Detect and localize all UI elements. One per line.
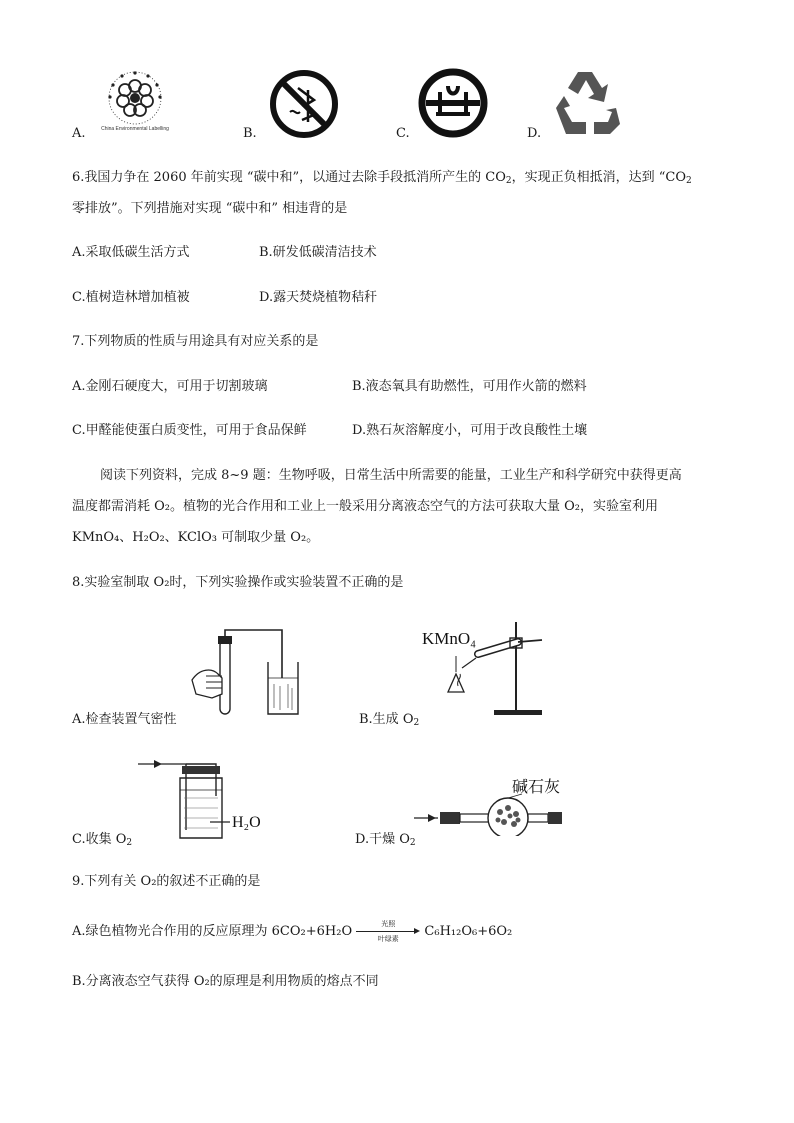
- water-saving-logo-icon: [418, 68, 488, 138]
- q7-option-a: A.金刚石硬度大，可用于切割玻璃: [72, 379, 268, 394]
- kmno4-label: KMnO₄: [422, 629, 477, 648]
- logo-caption: China Environmental Labelling: [101, 126, 169, 132]
- q8-stem: 8.实验室制取 O₂时，下列实验操作或实验装置不正确的是: [72, 575, 404, 590]
- environmental-label-logo: [100, 66, 170, 134]
- option-b-label: B.: [243, 126, 257, 141]
- reading-line2: 温度都需消耗 O₂。植物的光合作用和工业上一般采用分离液态空气的方法可获取大量 O₂，实验室利用: [72, 499, 659, 514]
- airtightness-check-apparatus: [188, 628, 316, 720]
- gas-collecting-bottle-apparatus: [138, 756, 278, 844]
- recycle-icon: [548, 68, 620, 138]
- q8-option-b: B.生成 $O_2$: [359, 712, 420, 728]
- q9-stem: 9.下列有关 O₂的叙述不正确的是: [72, 874, 261, 889]
- option-a-label: A.: [72, 126, 86, 141]
- q6-option-a: A.采取低碳生活方式: [72, 245, 190, 260]
- q7-option-b: B.液态氧具有助燃性，可用作火箭的燃料: [352, 379, 587, 394]
- q6-stem-line2: 零排放”。下列措施对实现 “碳中和” 相违背的是: [72, 201, 348, 216]
- q7-option-c: C.甲醛能使蛋白质变性，可用于食品保鲜: [72, 423, 307, 438]
- no-logging-sign-icon: [268, 68, 340, 140]
- q8-option-c: C.收集 $O_2$: [72, 832, 133, 848]
- q7-stem: 7.下列物质的性质与用途具有对应关系的是: [72, 334, 319, 349]
- q9-option-a: A.绿色植物光合作用的反应原理为 6CO₂+6H₂O 光照 叶绿素 C₆H₁₂O₆+6O₂: [72, 919, 513, 943]
- q6-stem-line1: 6.我国力争在 2060 年前实现 “碳中和”，以通过去除手段抵消所产生的 $CO_2$，实现正负相抵消，达到 “$CO_2$: [72, 170, 692, 186]
- soda-lime-label: 碱石灰: [512, 777, 561, 796]
- q7-option-d: D.熟石灰溶解度小，可用于改良酸性土壤: [352, 423, 588, 438]
- q8-option-a: A.检查装置气密性: [72, 712, 177, 727]
- option-d-label: D.: [527, 126, 542, 141]
- reading-line1: 阅读下列资料，完成 8~9 题：生物呼吸，日常生活中所需要的能量，工业生产和科学研究中获得更高: [100, 468, 682, 483]
- oxygen-generation-apparatus: [422, 616, 562, 720]
- q6-option-b: B.研发低碳清洁技术: [259, 245, 377, 260]
- drying-tube-apparatus: [414, 772, 584, 836]
- q9-option-b: B.分离液态空气获得 O₂的原理是利用物质的熔点不同: [72, 974, 379, 989]
- option-c-label: C.: [396, 126, 410, 141]
- q8-option-d: D.干燥 $O_2$: [355, 832, 416, 848]
- h2o-label: H₂O: [232, 814, 261, 831]
- q6-option-c: C.植树造林增加植被: [72, 290, 190, 305]
- q6-option-d: D.露天焚烧植物秸秆: [259, 290, 378, 305]
- reading-line3: KMnO₄、H₂O₂、KClO₃ 可制取少量 O₂。: [72, 530, 320, 545]
- reaction-arrow: 光照 叶绿素: [356, 925, 420, 939]
